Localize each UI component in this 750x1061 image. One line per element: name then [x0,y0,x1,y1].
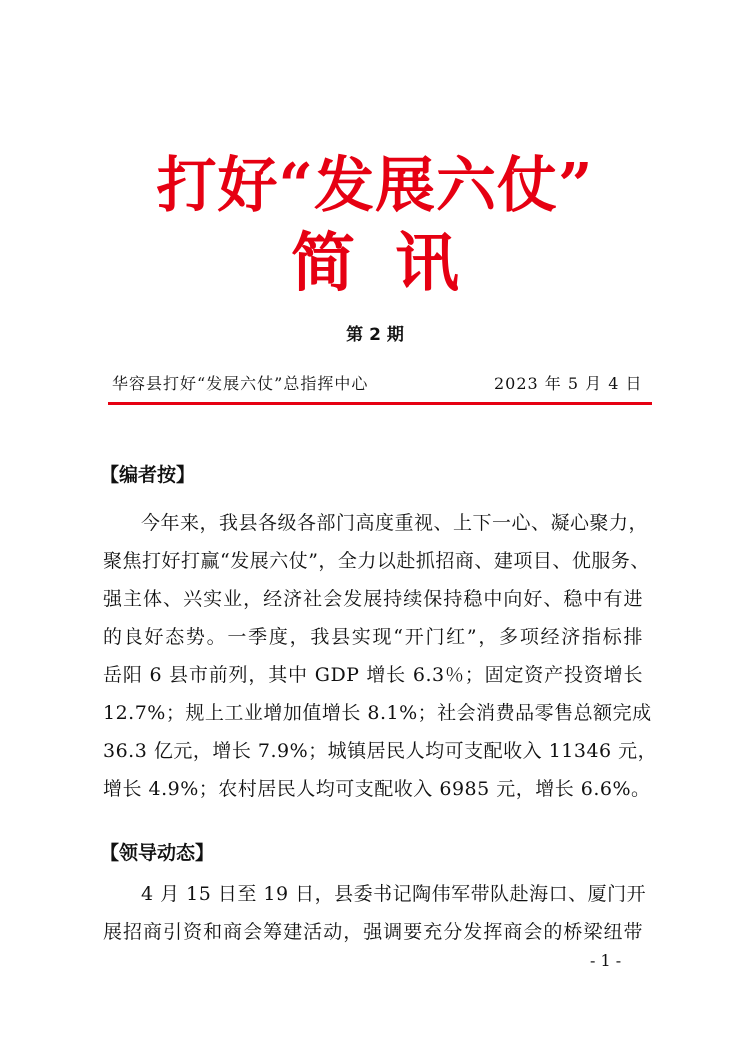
editor-note-heading: 【编者按】 [100,464,196,486]
leader-news-line: 4 月 15 日至 19 日，县委书记陶伟军带队赴海口、厦门开 [141,883,647,905]
masthead-divider [108,402,652,405]
editor-note-line: 增长 4.9%；农村居民人均可支配收入 6985 元，增长 6.6%。 [103,778,651,800]
page-number: - 1 - [590,951,622,970]
masthead-title-line1: 打好“发展六仗” [156,151,594,221]
editor-note-line: 岳阳 6 县市前列，其中 GDP 增长 6.3％；固定资产投资增长 [103,664,643,686]
publication-date: 2023 年 5 月 4 日 [494,374,643,393]
leader-news-line: 展招商引资和商会筹建活动，强调要充分发挥商会的桥梁纽带 [103,921,643,943]
editor-note-line: 聚焦打好打赢“发展六仗”，全力以赴抓招商、建项目、优服务、 [103,550,650,572]
leader-news-heading: 【领导动态】 [100,842,215,864]
editor-note-line: 36.3 亿元，增长 7.9%；城镇居民人均可支配收入 11346 元， [103,740,658,762]
editor-note-line: 的良好态势。一季度，我县实现“开门红”，多项经济指标排 [103,626,643,648]
editor-note-line: 12.7%；规上工业增加值增长 8.1%；社会消费品零售总额完成 [103,702,652,724]
editor-note-line: 今年来，我县各级各部门高度重视、上下一心、凝心聚力， [141,512,649,534]
editor-note-line: 强主体、兴实业，经济社会发展持续保持稳中向好、稳中有进 [103,588,643,610]
publisher: 华容县打好“发展六仗”总指挥中心 [112,374,369,393]
issue-number: 第 2 期 [346,325,404,345]
masthead-title-line2: 简讯 [291,226,499,301]
